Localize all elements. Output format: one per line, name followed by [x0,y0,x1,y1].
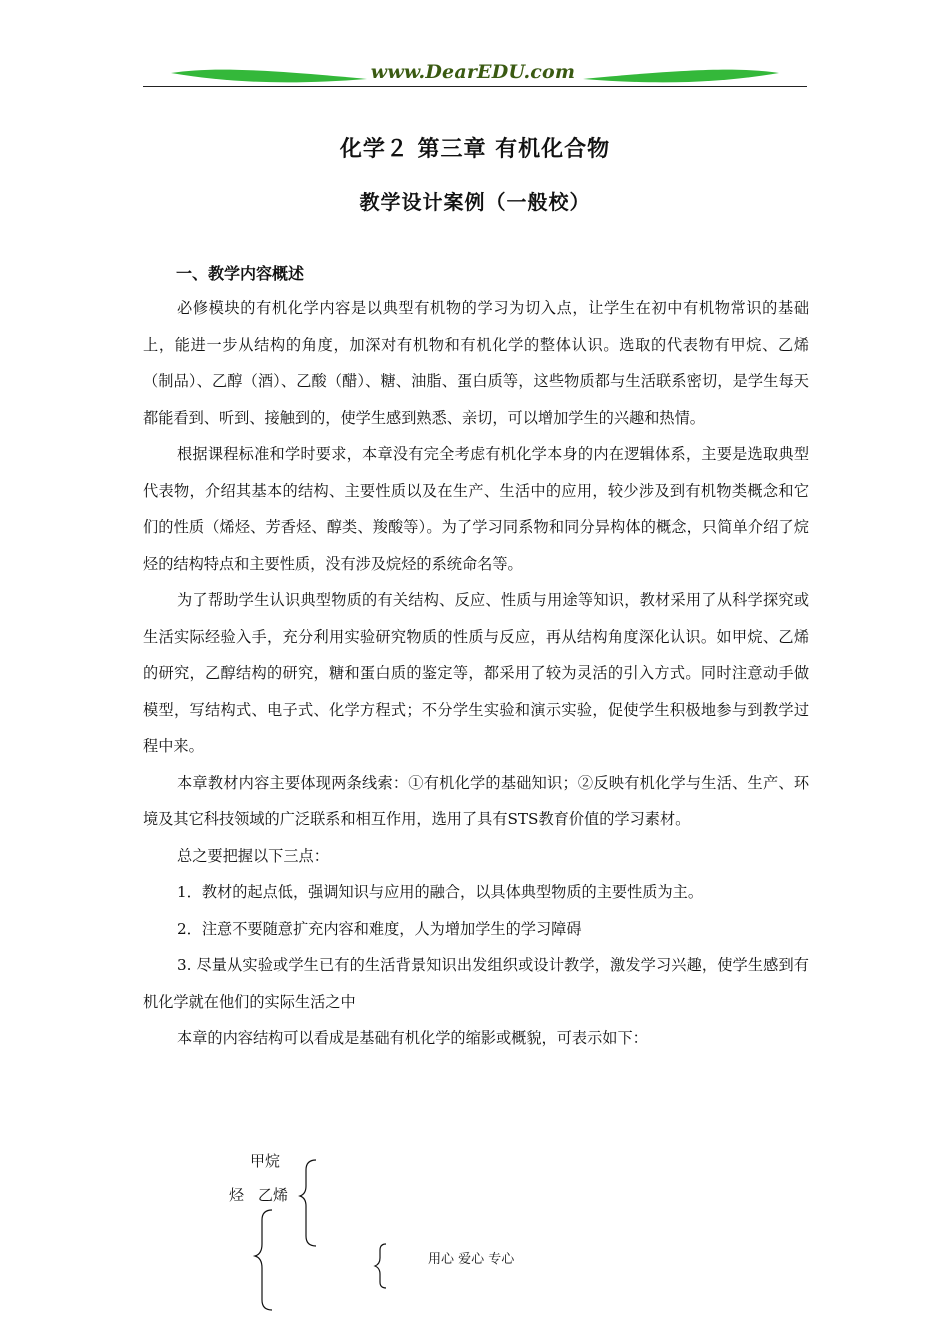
diagram-label-methane: 甲烷 [250,1152,281,1170]
body-text [143,290,809,1057]
section-heading: 一、教学内容概述 [176,264,305,283]
diagram-label-hydrocarbon: 烃 [229,1186,245,1204]
page-subtitle: 教学设计案例（一般校） [359,190,591,214]
paragraph: 本章的内容结构可以看成是基础有机化学的缩影或概貌，可表示如下： [177,1029,648,1047]
paragraph: 为了帮助学生认识典型物质的有关结构、反应、性质与用途等知识，教材采用了从科学探究或生活实际经验入手，充分利用实验研究物质的性质与反应，再从结构角度深化认识。如甲烷、乙烯的研究，乙醇结构的研究，糖和蛋白质的鉴定等，都采用了较为灵活的引入方式。同时注意动手做模型，写结构式、电子式、化学方程式；不分学生实验和演示实验，促使学生积极地参与到教学过程中来。 [143,591,809,755]
brace-main [255,1210,272,1310]
brace-small [375,1244,386,1288]
content-structure-diagram [0,1140,950,1344]
paragraph: 总之要把握以下三点： [177,846,329,865]
paragraph: 根据课程标准和学时要求，本章没有完全考虑有机化学本身的内在逻辑体系，主要是选取典型代表物，介绍其基本的结构、主要性质以及在生产、生活中的应用，较少涉及到有机物类概念和它们的性质（烯烃、芳香烃、醇类、羧酸等）。为了学习同系物和同分异构体的概念，只简单介绍了烷烃的结构特点和主要性质，没有涉及烷烃的系统命名等。 [143,445,809,573]
paragraph: 必修模块的有机化学内容是以典型有机物的学习为切入点，让学生在初中有机物常识的基础上，能进一步从结构的角度，加深对有机物和有机化学的整体认识。选取的代表物有甲烷、乙烯（制品）、乙醇（酒）、乙酸（醋）、糖、油脂、蛋白质等，这些物质都与生活联系密切，是学生每天都能看到、听到、接触到的，使学生感到熟悉、亲切，可以增加学生的兴趣和热情。 [143,299,809,427]
diagram-label-ethylene: 乙烯 [258,1186,289,1204]
paragraph: 1．教材的起点低，强调知识与应用的融合，以具体典型物质的主要性质为主。 [177,883,704,901]
brace-top [300,1160,316,1246]
paragraph: 2．注意不要随意扩充内容和难度，人为增加学生的学习障碍 [177,919,582,938]
green-swoosh-right-icon [583,67,779,85]
site-logo-text: www.DearEDU.com [370,61,576,83]
header-rule [143,86,807,87]
footer-note: 用心 爱心 专心 [428,1252,515,1267]
paragraph: 3. 尽量从实验或学生已有的生活背景知识出发组织或设计教学，激发学习兴趣，使学生感到有机化学就在他们的实际生活之中 [143,956,809,1011]
page-title: 化学２ 第三章 有机化合物 [339,136,611,162]
page-header [143,58,807,90]
diagram-braces [0,1140,950,1344]
paragraph: 本章教材内容主要体现两条线索：①有机化学的基础知识；②反映有机化学与生活、生产、环境及其它科技领域的广泛联系和相互作用，选用了具有STS教育价值的学习素材。 [143,773,809,828]
green-swoosh-left-icon [171,67,367,85]
